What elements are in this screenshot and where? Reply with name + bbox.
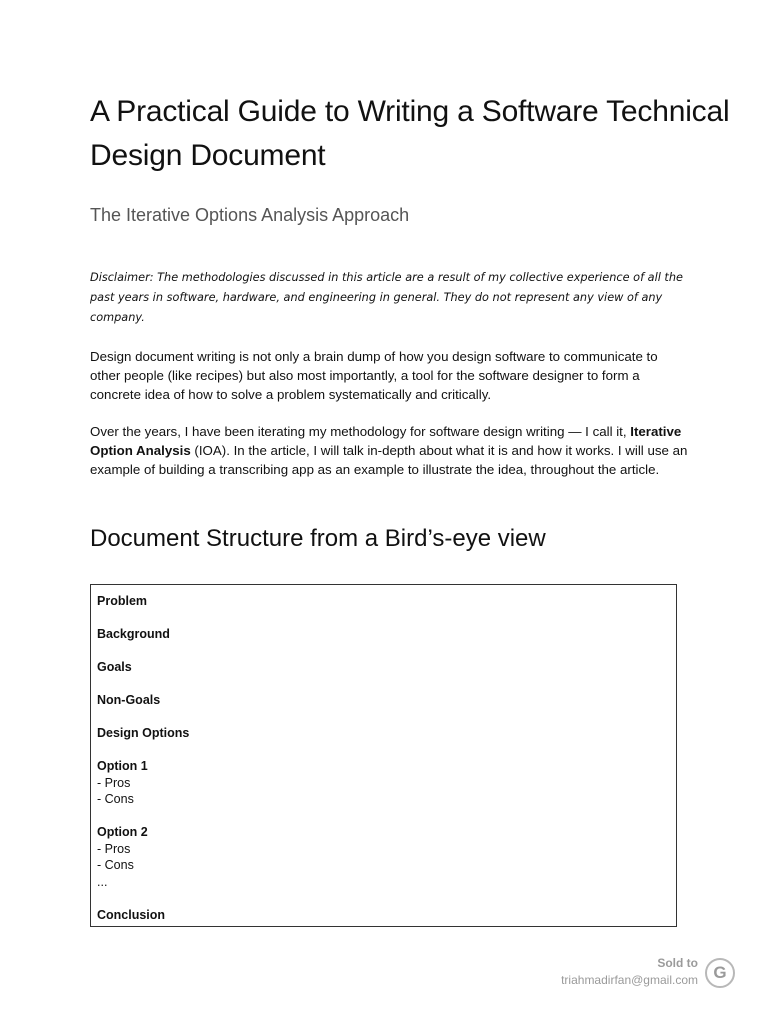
option-2-ellipsis: ... (97, 874, 108, 889)
option-2-pros: - Pros (97, 841, 131, 856)
section-heading: Document Structure from a Bird’s-eye view (90, 525, 546, 552)
structure-heading-design-options: Design Options (97, 726, 190, 740)
intro-paragraph: Design document writing is not only a brain dump of how you design software to communicate to other people (like recipes) but also most importantly, a tool for the software designer to form a concrete idea of how to solve a problem systematically and critically. (90, 349, 658, 402)
structure-item-option-2 (97, 824, 670, 890)
sold-to-watermark (561, 955, 698, 989)
sold-to-label: Sold to (657, 956, 698, 970)
structure-heading-goals: Goals (97, 660, 132, 674)
structure-item-option-1 (97, 758, 670, 808)
structure-heading-option-2: Option 2 (97, 825, 148, 839)
structure-item-design-options (97, 725, 670, 742)
option-1-cons: - Cons (97, 792, 134, 806)
disclaimer-text: Disclaimer: The methodologies discussed in this article are a result of my collective experience of all the past years in software, hardware, and engineering in general. They do not represent any view of any company. (90, 271, 683, 324)
ioa-paragraph (90, 422, 690, 479)
structure-heading-non-goals: Non-Goals (97, 693, 161, 707)
ioa-paragraph-start: Over the years, I have been iterating my methodology for software design writing — I call it, (90, 424, 631, 439)
document-structure-box (90, 584, 677, 927)
document-subtitle: The Iterative Options Analysis Approach (90, 205, 410, 225)
option-2-cons: - Cons (97, 858, 134, 872)
structure-heading-background: Background (97, 627, 170, 641)
g-logo-icon: G (705, 958, 735, 988)
ioa-term: Iterative Option Analysis (90, 424, 682, 458)
structure-item-goals (97, 659, 670, 676)
structure-item-background (97, 626, 670, 643)
structure-heading-problem: Problem (97, 594, 148, 608)
ioa-paragraph-end: (IOA). In the article, I will talk in-depth about what it is and how it works. I will use an example of building a transcribing app as an example to illustrate the idea, throughout the article. (90, 443, 688, 477)
option-1-pros: - Pros (97, 775, 131, 790)
document-title: A Practical Guide to Writing a Software Technical Design Document (90, 95, 730, 172)
structure-heading-conclusion: Conclusion (97, 907, 166, 922)
buyer-email: triahmadirfan@gmail.com (561, 973, 698, 987)
structure-item-conclusion (97, 907, 670, 924)
structure-item-problem (97, 593, 670, 610)
structure-item-non-goals (97, 692, 670, 709)
structure-heading-option-1: Option 1 (97, 759, 148, 773)
